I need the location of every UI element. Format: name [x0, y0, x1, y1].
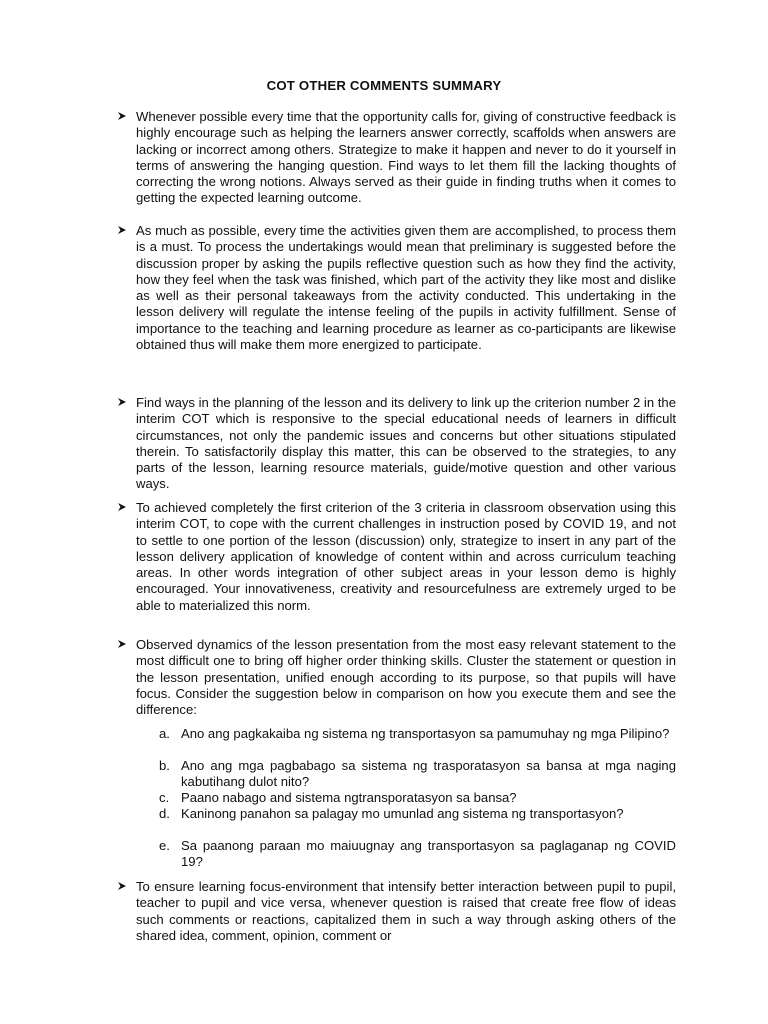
sub-item-c: [159, 790, 676, 806]
sub-item-text: Ano ang pagkakaiba ng sistema ng transportasyon sa pamumuhay ng mga Pilipino?: [181, 726, 670, 741]
arrowhead-bullet-icon: [116, 500, 128, 514]
sub-item-b: [159, 758, 706, 791]
arrowhead-bullet-icon: [116, 879, 128, 893]
arrowhead-bullet-icon: [116, 395, 128, 409]
bullet-item-5: [116, 637, 676, 718]
sub-item-text: Kaninong panahon sa palagay mo umunlad ang sistema ng transportasyon?: [181, 806, 624, 821]
bullet-item-1: [116, 109, 676, 207]
bullet-text-3: Find ways in the planning of the lesson and its delivery to link up the criterion number 2 in the interim COT which is responsive to the special educational needs of learners in difficult circumstances, not only the pandemic issues and concerns but other situations stipulated therein. To satisfactorily display this matter, this can be observed to the strategies, to any parts of the lesson, learning resource materials, guide/motive question and other various ways.: [136, 395, 676, 492]
sub-item-letter: d.: [159, 806, 170, 821]
sub-item-letter: e.: [159, 838, 170, 853]
bullet-text-6: To ensure learning focus-environment that intensify better interaction between pupil to pupil, teacher to pupil and vice versa, whenever question is raised that create free flow of ideas such comments or reactions, capitalized them in such a way through asking others of the shared idea, comment, opinion, comment or: [136, 879, 676, 943]
page-title: COT OTHER COMMENTS SUMMARY: [266, 78, 502, 93]
sub-item-e: [159, 838, 676, 871]
sub-item-text: Ano ang mga pagbabago sa sistema ng trasporatasyon sa bansa at mga naging kabutihang dulot nito?: [181, 758, 706, 790]
sub-item-a: [159, 726, 676, 742]
bullet-item-2: [116, 223, 676, 353]
bullet-text-5: Observed dynamics of the lesson presentation from the most easy relevant statement to the most difficult one to bring off higher order thinking skills. Cluster the statement or question in the lesson presentation, unified enough according to its purpose, so that pupils will have focus. Consider the suggestion below in comparison on how you execute them and see the difference:: [136, 637, 676, 718]
arrowhead-bullet-icon: [116, 637, 128, 651]
arrowhead-bullet-icon: [116, 109, 128, 123]
sub-item-letter: c.: [159, 790, 170, 805]
sub-item-letter: b.: [159, 758, 170, 773]
bullet-item-3: [116, 395, 676, 493]
sub-item-text: Paano nabago and sistema ngtransporatasyon sa bansa?: [181, 790, 517, 805]
sub-item-letter: a.: [159, 726, 170, 741]
bullet-text-4: To achieved completely the first criterion of the 3 criteria in classroom observation using this interim COT, to cope with the current challenges in instruction posed by COVID 19, and not to settle to one portion of the lesson (discussion) only, strategize to insert in any part of the lesson delivery application of knowledge of content within and across curriculum teaching areas. In other words integration of other subject areas in your lesson demo is highly encouraged. Your innovativeness, creativity and resourcefulness are extremely urged to be able to materialized this norm.: [136, 500, 676, 613]
bullet-text-1: Whenever possible every time that the opportunity calls for, giving of constructive feedback is highly encourage such as helping the learners answer correctly, scaffolds when answers are lacking or incorrect among others. Strategize to make it happen and never to do it yourself in terms of answering the hanging question. Find ways to let them fill the lacking thoughts of correcting the wrong notions. Always served as their guide in finding truths when it comes to getting the expected learning outcome.: [136, 109, 676, 206]
bullet-item-4: [116, 500, 676, 614]
arrowhead-bullet-icon: [116, 223, 128, 237]
sub-item-d: [159, 806, 676, 822]
sub-item-text: Sa paanong paraan mo maiuugnay ang transportasyon sa paglaganap ng COVID 19?: [181, 838, 676, 870]
bullet-item-6: [116, 879, 676, 944]
bullet-text-2: As much as possible, every time the activities given them are accomplished, to process them is a must. To process the undertakings would mean that preliminary is suggested before the discussion proper by asking the pupils reflective question such as how they find the activity, how they feel when the task was finished, which part of the activity they like most and dislike as well as their personal takeaways from the activity conducted. This undertaking in the lesson delivery will regulate the intense feeling of the pupils in activity fulfillment. Sense of importance to the teaching and learning procedure as learner as co-participants are likewise obtained thus will make them more energized to participate.: [136, 223, 676, 353]
